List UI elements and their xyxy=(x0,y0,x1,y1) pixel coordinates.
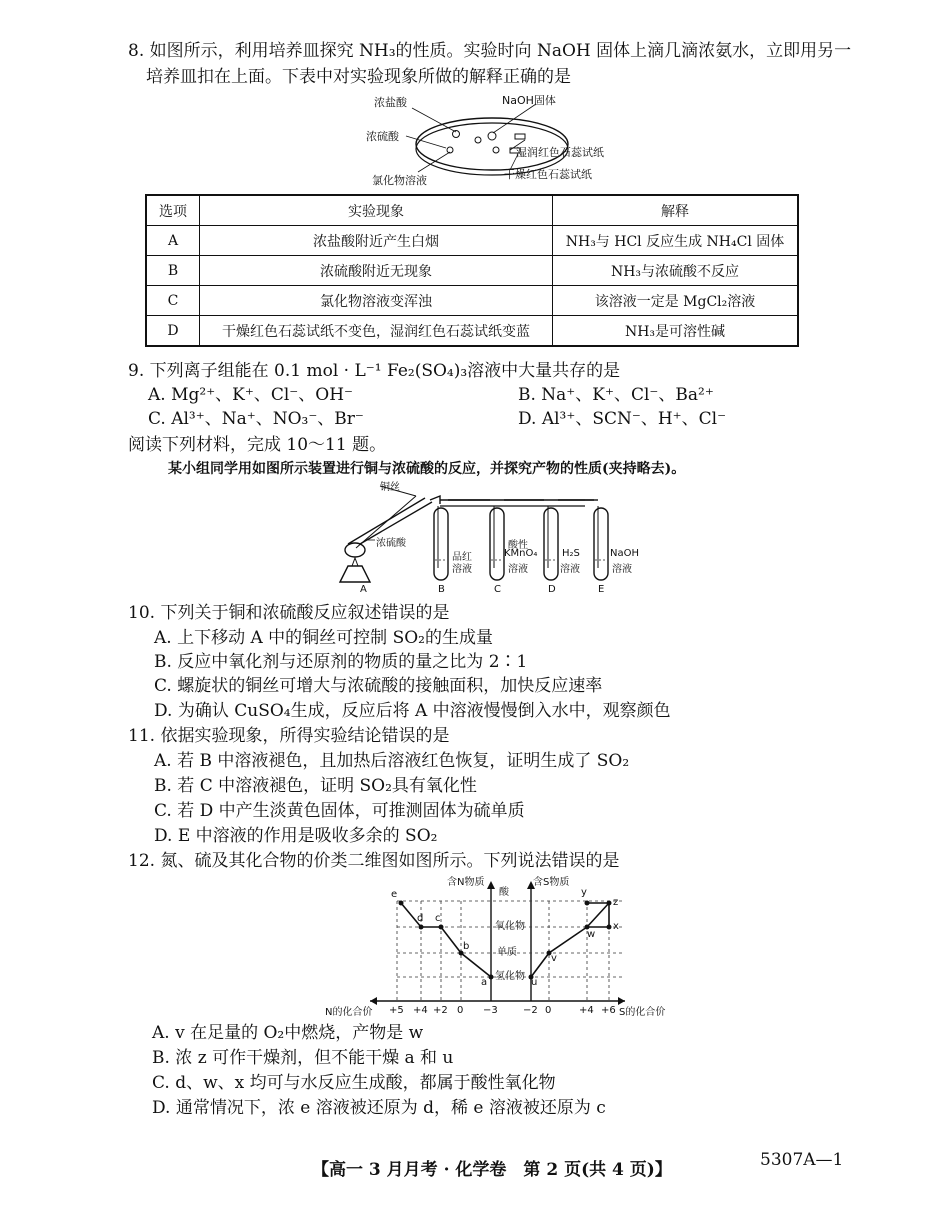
cell-option: A xyxy=(146,226,200,256)
table-row xyxy=(146,226,798,256)
n-tick: +4 xyxy=(413,1005,428,1016)
s-tick: +6 xyxy=(601,1005,616,1016)
label-tube-c-line2: KMnO₄ xyxy=(504,548,538,559)
q12-option-c: C. d、w、x 均可与水反应生成酸，都属于酸性氧化物 xyxy=(152,1073,556,1093)
label-conc-h2so4: 浓硫酸 xyxy=(366,130,399,143)
table-row xyxy=(146,316,798,347)
label-tube-e-line2: 溶液 xyxy=(612,564,632,575)
q9-option-c: C. Al³⁺、Na⁺、NO₃⁻、Br⁻ xyxy=(148,409,364,429)
category-hydride: 氢化物 xyxy=(495,971,525,982)
reading-material: 某小组同学用如图所示装置进行铜与浓硫酸的反应，并探究产物的性质(夹持略去)。 xyxy=(168,461,686,477)
q9-stem: 9. 下列离子组能在 0.1 mol · L⁻¹ Fe₂(SO₄)₃溶液中大量共存的是 xyxy=(128,361,621,381)
n-tick: 0 xyxy=(457,1005,464,1016)
label-dry-litmus: 干燥红色石蕊试纸 xyxy=(504,168,592,181)
cell-phenomenon: 浓硫酸附近无现象 xyxy=(200,256,553,286)
n-tick: +2 xyxy=(433,1005,448,1016)
label-n-species-axis: 含N物质 xyxy=(447,877,485,888)
table-row xyxy=(146,286,798,316)
label-letter-d: D xyxy=(548,584,556,595)
cell-option: C xyxy=(146,286,200,316)
q10-option-d: D. 为确认 CuSO₄生成，反应后将 A 中溶液慢慢倒入水中，观察颜色 xyxy=(154,701,671,721)
paper-code: 5307A—1 xyxy=(760,1150,844,1170)
q12-option-d: D. 通常情况下，浓 e 溶液被还原为 d，稀 e 溶液被还原为 c xyxy=(152,1098,606,1118)
reading-intro: 阅读下列材料，完成 10～11 题。 xyxy=(128,435,387,455)
category-acid: 酸 xyxy=(499,887,509,898)
valence-class-chart xyxy=(325,873,675,1023)
cell-phenomenon: 氯化物溶液变浑浊 xyxy=(200,286,553,316)
category-element: 单质 xyxy=(497,947,517,958)
point-label-x: x xyxy=(613,921,619,932)
header-option: 选项 xyxy=(146,195,200,226)
label-tube-e-line1: NaOH xyxy=(610,548,639,559)
point-label-c: c xyxy=(435,913,441,924)
q11-stem: 11. 依据实验现象，所得实验结论错误的是 xyxy=(128,726,450,746)
q9-option-b: B. Na⁺、K⁺、Cl⁻、Ba²⁺ xyxy=(518,385,714,405)
label-n-valence: N的化合价 xyxy=(325,1007,373,1018)
s-tick: −2 xyxy=(523,1005,538,1016)
n-tick: +5 xyxy=(389,1005,404,1016)
q8-stem-line1: 8. 如图所示，利用培养皿探究 NH₃的性质。实验时向 NaOH 固体上滴几滴浓氨水，立即用另一 xyxy=(128,41,852,61)
q8-stem-line2: 培养皿扣在上面。下表中对实验现象所做的解释正确的是 xyxy=(146,67,571,87)
label-s-valence: S的化合价 xyxy=(619,1007,666,1018)
q12-option-b: B. 浓 z 可作干燥剂，但不能干燥 a 和 u xyxy=(152,1048,454,1068)
point-label-d: d xyxy=(417,913,424,924)
point-label-a: a xyxy=(481,977,488,988)
s-tick: +4 xyxy=(579,1005,594,1016)
point-label-w: w xyxy=(587,929,596,940)
q11-option-a: A. 若 B 中溶液褪色，且加热后溶液红色恢复，证明生成了 SO₂ xyxy=(154,751,630,771)
q9-option-a: A. Mg²⁺、K⁺、Cl⁻、OH⁻ xyxy=(148,385,353,405)
cell-explanation: NH₃与浓硫酸不反应 xyxy=(553,256,799,286)
q10-option-c: C. 螺旋状的铜丝可增大与浓硫酸的接触面积，加快反应速率 xyxy=(154,676,603,696)
q11-option-b: B. 若 C 中溶液褪色，证明 SO₂具有氧化性 xyxy=(154,776,477,796)
cell-phenomenon: 浓盐酸附近产生白烟 xyxy=(200,226,553,256)
q12-stem: 12. 氮、硫及其化合物的价类二维图如图所示。下列说法错误的是 xyxy=(128,851,620,871)
q11-option-d: D. E 中溶液的作用是吸收多余的 SO₂ xyxy=(154,826,438,846)
header-explanation: 解释 xyxy=(553,195,799,226)
label-chloride-solution: 氯化物溶液 xyxy=(372,174,427,187)
q11-option-c: C. 若 D 中产生淡黄色固体，可推测固体为硫单质 xyxy=(154,801,525,821)
category-oxide: 氧化物 xyxy=(495,921,525,932)
q12-option-a: A. v 在足量的 O₂中燃烧，产物是 w xyxy=(152,1023,424,1043)
cell-option: B xyxy=(146,256,200,286)
point-label-v: v xyxy=(551,953,557,964)
label-tube-b-line2: 溶液 xyxy=(452,564,472,575)
petri-dish-figure xyxy=(360,92,630,190)
apparatus-figure xyxy=(330,478,650,598)
point-label-z: z xyxy=(613,897,619,908)
label-tube-c-line3: 溶液 xyxy=(508,564,528,575)
label-conc-hcl: 浓盐酸 xyxy=(374,96,407,109)
cell-phenomenon: 干燥红色石蕊试纸不变色，湿润红色石蕊试纸变蓝 xyxy=(200,316,553,347)
label-tube-b-line1: 品红 xyxy=(452,552,472,563)
q9-option-d: D. Al³⁺、SCN⁻、H⁺、Cl⁻ xyxy=(518,409,727,429)
n-tick: −3 xyxy=(483,1005,498,1016)
cell-explanation: 该溶液一定是 MgCl₂溶液 xyxy=(553,286,799,316)
q10-option-b: B. 反应中氧化剂与还原剂的物质的量之比为 2∶1 xyxy=(154,652,528,672)
label-tube-d-line2: 溶液 xyxy=(560,564,580,575)
point-label-u: u xyxy=(531,977,538,988)
point-label-e: e xyxy=(391,889,398,900)
header-phenomenon: 实验现象 xyxy=(200,195,553,226)
label-copper-wire: 铜丝 xyxy=(380,482,400,493)
label-letter-b: B xyxy=(438,584,445,595)
q10-option-a: A. 上下移动 A 中的铜丝可控制 SO₂的生成量 xyxy=(154,628,493,648)
label-naoh-solid: NaOH固体 xyxy=(502,94,556,107)
cell-explanation: NH₃与 HCl 反应生成 NH₄Cl 固体 xyxy=(553,226,799,256)
point-label-y: y xyxy=(581,887,587,898)
label-letter-a: A xyxy=(360,584,367,595)
point-label-b: b xyxy=(463,941,470,952)
label-letter-e: E xyxy=(598,584,605,595)
cell-option: D xyxy=(146,316,200,347)
table-row xyxy=(146,256,798,286)
table-header-row xyxy=(146,195,798,226)
cell-explanation: NH₃是可溶性碱 xyxy=(553,316,799,347)
page-footer: 【高一 3 月月考 · 化学卷 第 2 页(共 4 页)】 xyxy=(312,1160,672,1180)
q8-table xyxy=(145,194,799,347)
s-tick: 0 xyxy=(545,1005,552,1016)
label-letter-c: C xyxy=(494,584,501,595)
label-tube-d-line1: H₂S xyxy=(562,548,580,559)
q10-stem: 10. 下列关于铜和浓硫酸反应叙述错误的是 xyxy=(128,603,450,623)
label-s-species-axis: 含S物质 xyxy=(533,877,570,888)
label-wet-litmus: 湿润红色石蕊试纸 xyxy=(516,146,604,159)
label-tube-c-line1: 酸性 xyxy=(508,540,528,551)
label-conc-sulfuric: 浓硫酸 xyxy=(376,538,406,549)
